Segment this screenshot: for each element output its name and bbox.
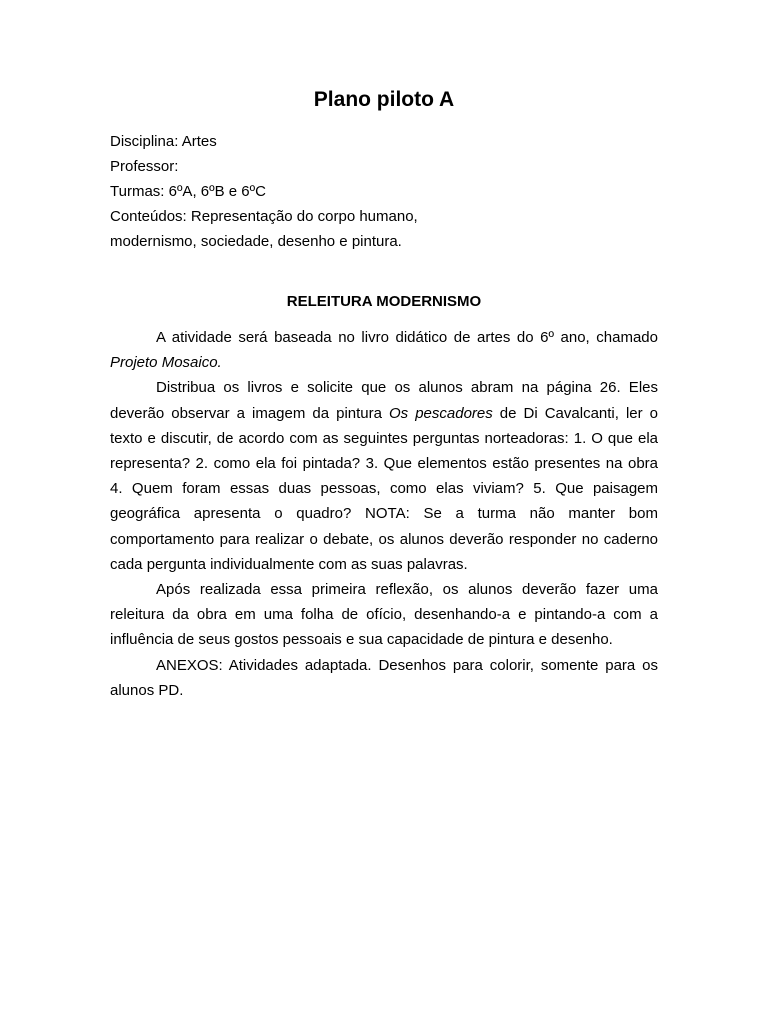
paragraph-activity-text: A atividade será baseada no livro didático de artes do 6º ano, chamado (156, 329, 658, 346)
subject-line: Disciplina: Artes (110, 133, 217, 150)
paragraph-instructions-text-a: Distribua os livros e solicite que os alunos abram na página 26. Eles deverão observar a imagem da pintura (110, 379, 658, 422)
classes-line: Turmas: 6ºA, 6ºB e 6ºC (110, 183, 266, 200)
contents-line-2: modernismo, sociedade, desenho e pintura. (110, 233, 402, 250)
lesson-body (110, 325, 658, 703)
contents-line-1: Conteúdos: Representação do corpo humano, (110, 208, 418, 225)
section-heading: RELEITURA MODERNISMO (286, 293, 482, 310)
book-title: Projeto Mosaico. (110, 354, 222, 372)
lesson-info (110, 129, 658, 254)
paragraph-annexes: ANEXOS: Atividades adaptada. Desenhos para colorir, somente para os alunos PD. (110, 656, 658, 699)
paragraph-reinterpretation: Após realizada essa primeira reflexão, os alunos deverão fazer uma releitura da obra em uma folha de ofício, desenhando-a e pintando-a com a influência de seus gostos pessoais e sua capacidade de pintura e desenho. (110, 581, 658, 649)
paragraph-instructions-text-b: de Di Cavalcanti, ler o texto e discutir, de acordo com as seguintes perguntas norteadoras: 1. O que ela representa? 2. como ela foi pintada? 3. Que elementos estão presentes na obra 4. Quem foram essas duas pessoas, como elas viviam? 5. Que paisagem geográfica apresenta o quadro? NOTA: Se a turma não manter bom comportamento para realizar o debate, os alunos deverão responder no caderno cada pergunta individualmente com as suas palavras. (110, 404, 658, 573)
document-title: Plano piloto A (313, 88, 455, 111)
painting-title: Os pescadores (389, 404, 493, 422)
teacher-line: Professor: (110, 158, 179, 175)
paragraph-activity (110, 325, 658, 375)
paragraph-instructions (110, 375, 658, 577)
